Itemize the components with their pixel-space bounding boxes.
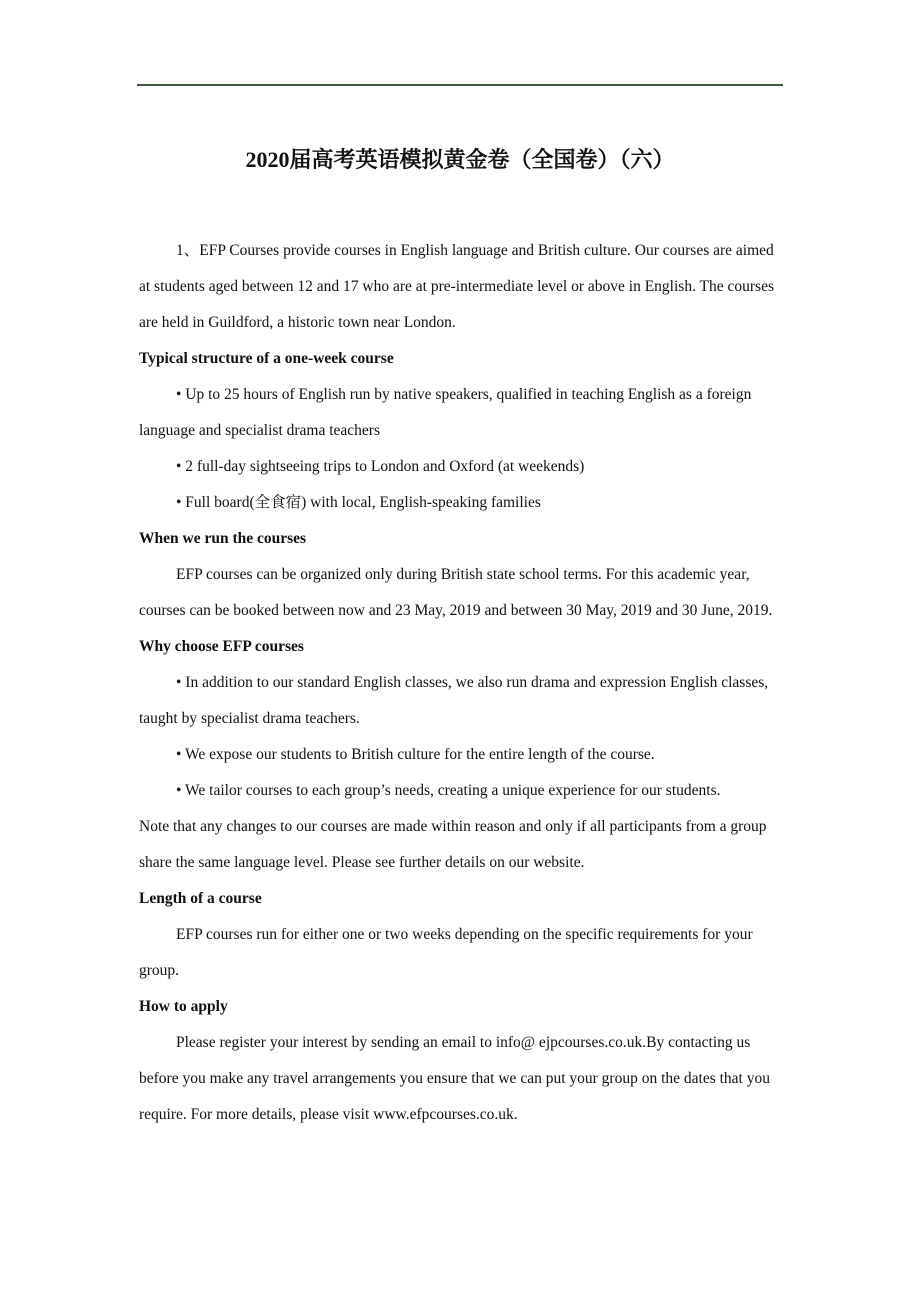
when-paragraph: EFP courses can be organized only during British state school terms. For this academic year, courses can be booked between now and 23 May, 2019 and between 30 May, 2019 and 30 June, 2019.: [139, 566, 773, 619]
bullet-item: • 2 full-day sightseeing trips to London and Oxford (at weekends): [176, 458, 585, 475]
apply-paragraph: Please register your interest by sending an email to info@ ejpcourses.co.uk.By contacting us before you make any travel arrangements you ensure that we can put your group on the dates that you require. For more details, please visit www.efpcourses.co.uk.: [139, 1034, 770, 1123]
section-heading-apply: How to apply: [139, 998, 228, 1015]
section-heading-length: Length of a course: [139, 890, 262, 907]
bullet-item: • In addition to our standard English classes, we also run drama and expression English classes, taught by specialist drama teachers.: [139, 674, 769, 727]
bullet-item: • Full board(全食宿) with local, English-speaking families: [176, 494, 541, 511]
length-paragraph: EFP courses run for either one or two weeks depending on the specific requirements for your group.: [139, 926, 753, 979]
bullet-item: • Up to 25 hours of English run by native speakers, qualified in teaching English as a foreign language and specialist drama teachers: [139, 386, 752, 439]
document-body: [139, 233, 784, 1133]
section-heading-when: When we run the courses: [139, 530, 307, 547]
header-rule: [137, 84, 783, 86]
section-heading-structure: Typical structure of a one-week course: [139, 350, 394, 367]
page-title: 2020届高考英语模拟黄金卷（全国卷）（六）: [245, 147, 675, 172]
bullet-item: • We expose our students to British culture for the entire length of the course.: [176, 746, 655, 763]
bullet-item: • We tailor courses to each group’s needs, creating a unique experience for our students.: [176, 782, 721, 799]
note-paragraph: Note that any changes to our courses are made within reason and only if all participants from a group share the same language level. Please see further details on our website.: [139, 818, 767, 871]
intro-paragraph: 1、EFP Courses provide courses in English language and British culture. Our courses are aimed at students aged between 12 and 17 who are at pre-intermediate level or above in English. The courses are held in Guildford, a historic town near London.: [139, 242, 775, 331]
section-heading-why: Why choose EFP courses: [139, 638, 304, 655]
